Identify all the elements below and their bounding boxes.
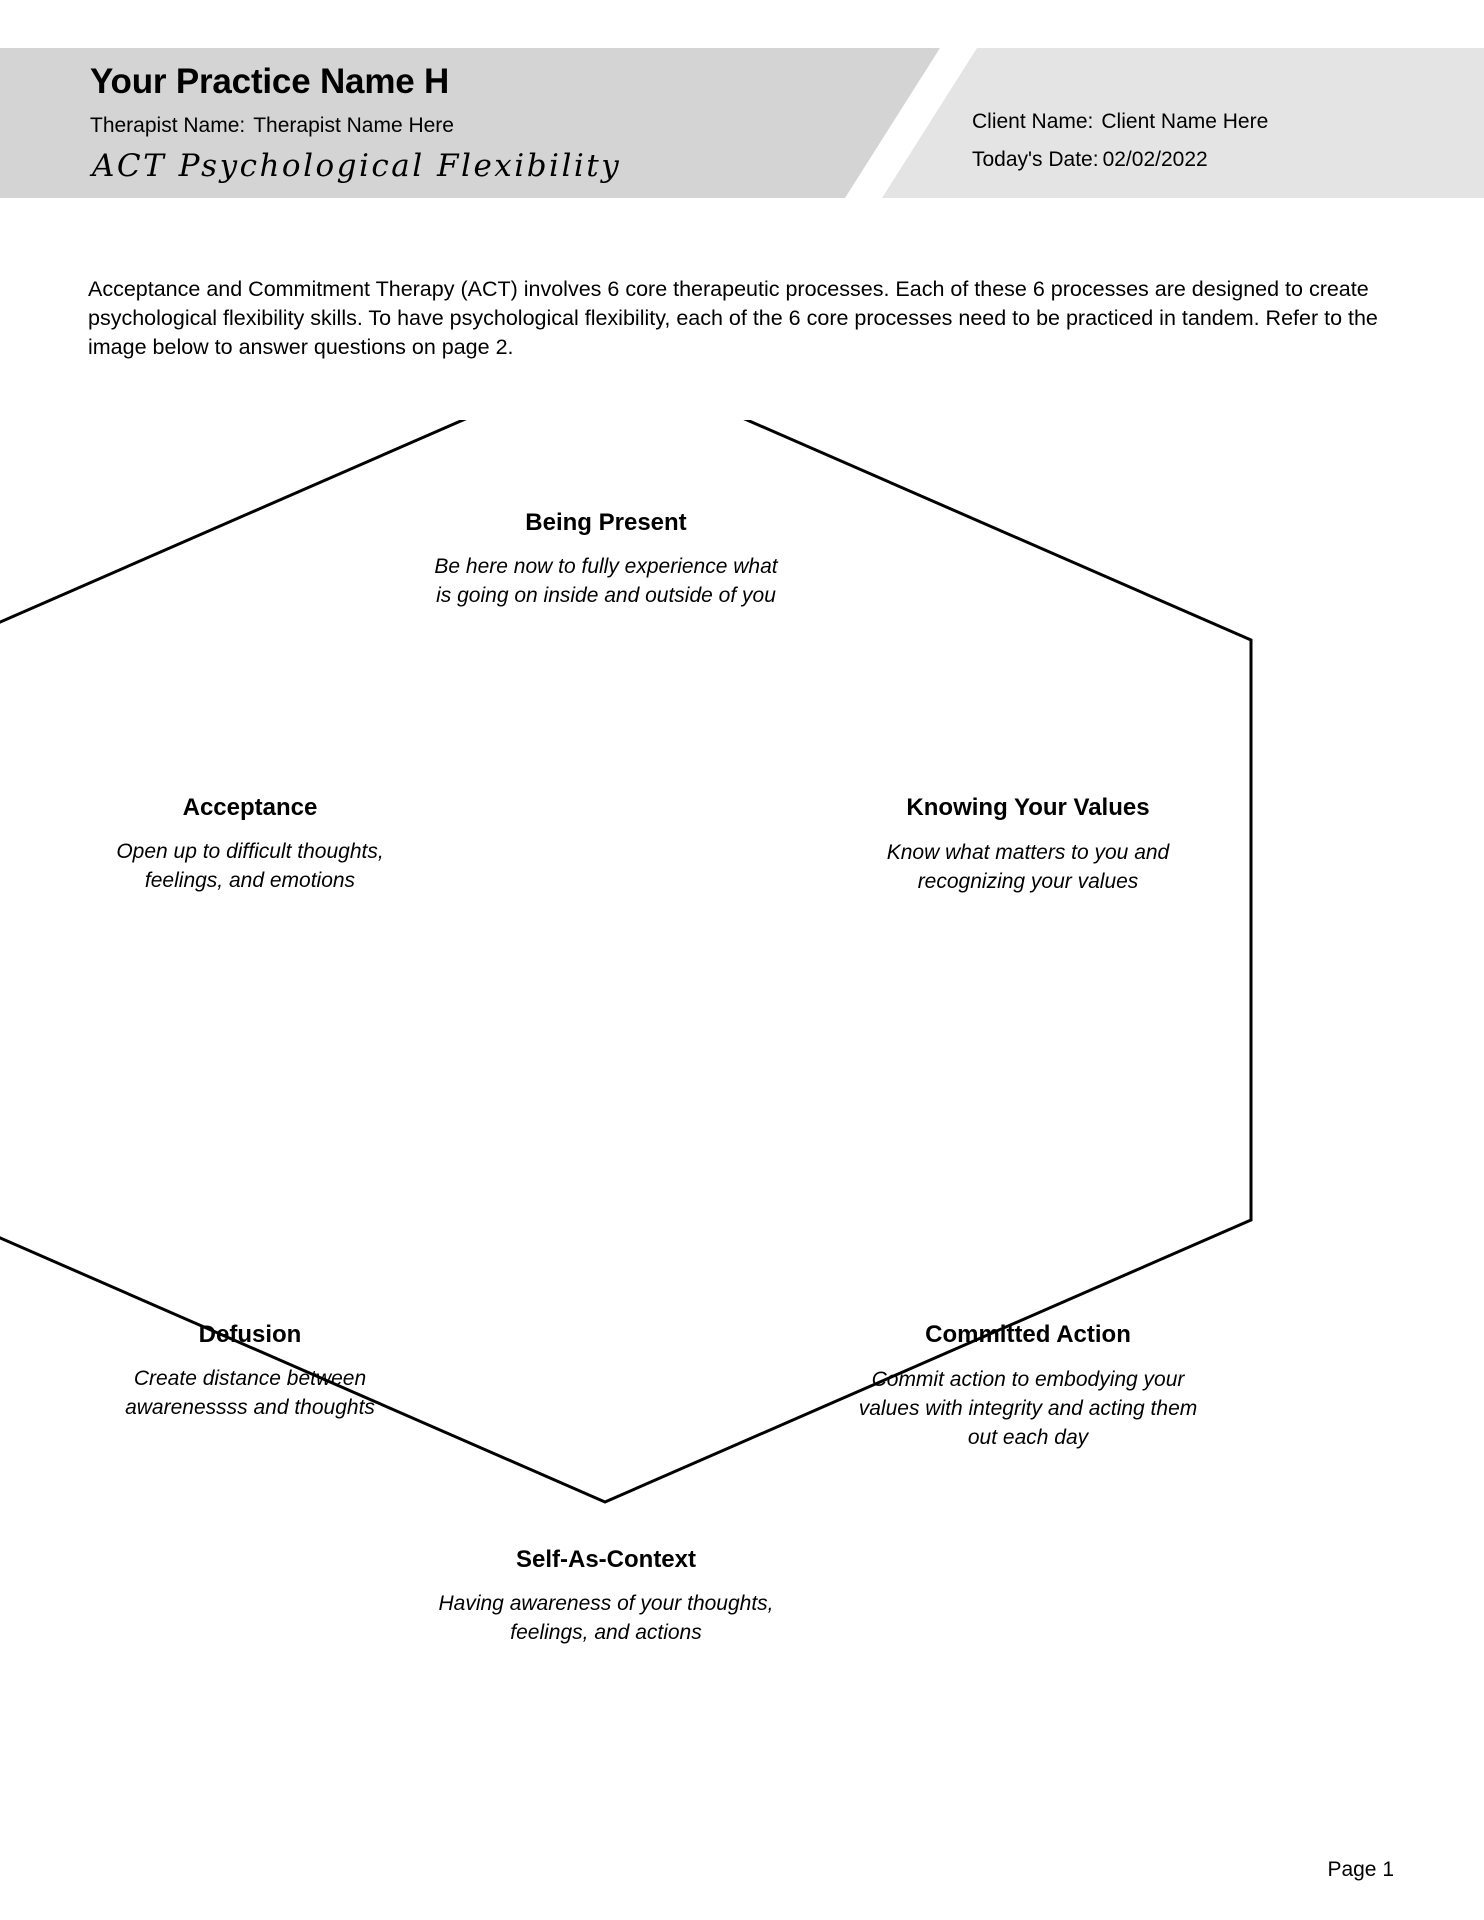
worksheet-title: ACT Psychological Flexibility — [92, 148, 622, 184]
client-name-value: Client Name Here — [1101, 110, 1269, 133]
node-defusion-title: Defusion — [198, 1321, 302, 1348]
therapist-name-value: Therapist Name Here — [253, 114, 454, 137]
todays-date-line — [972, 148, 1208, 172]
node-committed-action — [842, 1320, 1214, 1452]
client-name-label: Client Name: — [972, 110, 1094, 133]
node-committed-action-title: Committed Action — [925, 1321, 1131, 1348]
act-hexaflex-diagram — [0, 420, 1484, 1840]
node-committed-action-description: Commit action to embodying your values with integrity and acting them out each day — [858, 1368, 1198, 1449]
node-acceptance-title: Acceptance — [182, 794, 318, 821]
page-header — [0, 48, 1484, 198]
therapist-name-line — [90, 114, 454, 138]
node-self-as-context-title: Self-As-Context — [515, 1546, 696, 1573]
node-knowing-your-values — [842, 793, 1214, 896]
node-being-present — [432, 508, 780, 610]
node-acceptance — [85, 793, 415, 895]
node-being-present-title: Being Present — [525, 509, 687, 536]
client-name-line — [972, 110, 1268, 134]
therapist-name-label: Therapist Name: — [90, 114, 246, 137]
intro-paragraph: Acceptance and Commitment Therapy (ACT) involves 6 core therapeutic processes. Each of these 6 processes are designed to create psychological flexibility skills. To have psychological flexibility, each of the 6 core processes need to be practiced in tandem. Refer to the image below to answer questions on page 2. — [88, 277, 1378, 359]
node-acceptance-description: Open up to difficult thoughts, feelings, and emotions — [116, 840, 384, 892]
practice-name: Your Practice Name H — [90, 62, 450, 101]
node-being-present-description: Be here now to fully experience what is going on inside and outside of you — [434, 555, 778, 607]
node-defusion-description: Create distance between awarenessss and thoughts — [125, 1367, 375, 1419]
page-number: Page 1 — [1327, 1858, 1394, 1881]
node-knowing-your-values-title: Knowing Your Values — [906, 794, 1150, 821]
node-defusion — [85, 1320, 415, 1422]
todays-date-value: 02/02/2022 — [1102, 148, 1208, 171]
node-knowing-your-values-description: Know what matters to you and recognizing your values — [886, 841, 1170, 893]
node-self-as-context — [420, 1545, 792, 1647]
todays-date-label: Today's Date: — [972, 148, 1099, 171]
node-self-as-context-description: Having awareness of your thoughts, feelings, and actions — [438, 1592, 774, 1644]
